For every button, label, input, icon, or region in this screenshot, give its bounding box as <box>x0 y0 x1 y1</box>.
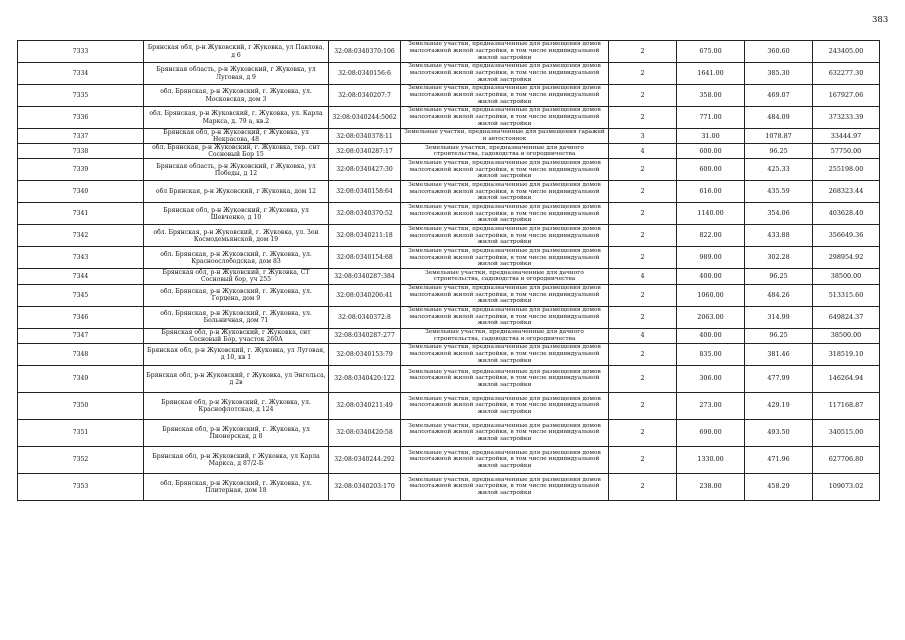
area-cell: 690.00 <box>677 419 745 446</box>
cadastral-number-cell: 32:08:0340427:30 <box>329 159 401 181</box>
address-cell: обл Брянская, р-н Жуковский, г Жуковка, дом 12 <box>144 181 329 203</box>
row-number-cell: 7351 <box>18 419 144 446</box>
cadastral-value-cell: 298954.92 <box>813 247 880 269</box>
area-cell: 989.00 <box>677 247 745 269</box>
row-number-cell: 7334 <box>18 63 144 85</box>
table-row <box>18 41 880 63</box>
address-cell: обл. Брянская, р-н Жуковский, г. Жуковка, ул. Московская, дом 3 <box>144 85 329 107</box>
group-cell: 2 <box>609 85 677 107</box>
cadastral-value-cell: 146264.94 <box>813 365 880 392</box>
table-row <box>18 159 880 181</box>
specific-value-cell: 96.25 <box>745 269 813 284</box>
row-number-cell: 7338 <box>18 144 144 159</box>
cadastral-value-cell: 373233.39 <box>813 107 880 129</box>
specific-value-cell: 471.96 <box>745 446 813 473</box>
table-row <box>18 365 880 392</box>
land-use-cell: Земельные участки, предназначенные для размещения домов малоэтажной жилой застройки, в том числе индивидуальной жилой застройки <box>401 343 609 365</box>
specific-value-cell: 354.06 <box>745 203 813 225</box>
group-cell: 2 <box>609 365 677 392</box>
address-cell: обл. Брянская, р-н Жуковский, г. Жуковка, ул. Больничная, дом 71 <box>144 306 329 328</box>
land-use-cell: Земельные участки, предназначенные для размещения домов малоэтажной жилой застройки, в том числе индивидуальной жилой застройки <box>401 306 609 328</box>
page-number: 383 <box>872 15 889 25</box>
group-cell: 4 <box>609 144 677 159</box>
land-use-cell: Земельные участки, предназначенные для размещения домов малоэтажной жилой застройки, в том числе индивидуальной жилой застройки <box>401 159 609 181</box>
specific-value-cell: 381.46 <box>745 343 813 365</box>
group-cell: 2 <box>609 284 677 306</box>
group-cell: 2 <box>609 159 677 181</box>
group-cell: 2 <box>609 419 677 446</box>
cadastral-number-cell: 32:08:0340153:79 <box>329 343 401 365</box>
land-use-cell: Земельные участки, предназначенные для размещения домов малоэтажной жилой застройки, в том числе индивидуальной жилой застройки <box>401 392 609 419</box>
land-use-cell: Земельные участки, предназначенные для размещения домов малоэтажной жилой застройки, в том числе индивидуальной жилой застройки <box>401 41 609 63</box>
specific-value-cell: 96.25 <box>745 144 813 159</box>
area-cell: 400.00 <box>677 269 745 284</box>
specific-value-cell: 433.88 <box>745 225 813 247</box>
land-use-cell: Земельные участки, предназначенные для дачного строительства, садоводства и огородничества <box>401 144 609 159</box>
area-cell: 771.00 <box>677 107 745 129</box>
land-use-cell: Земельные участки, предназначенные для дачного строительства, садоводства и огородничества <box>401 328 609 343</box>
cadastral-number-cell: 32:08:0340211:49 <box>329 392 401 419</box>
area-cell: 600.00 <box>677 144 745 159</box>
area-cell: 273.00 <box>677 392 745 419</box>
land-use-cell: Земельные участки, предназначенные для размещения домов малоэтажной жилой застройки, в том числе индивидуальной жилой застройки <box>401 85 609 107</box>
land-use-cell: Земельные участки, предназначенные для размещения домов малоэтажной жилой застройки, в том числе индивидуальной жилой застройки <box>401 365 609 392</box>
area-cell: 1140.00 <box>677 203 745 225</box>
address-cell: Брянская обл, р-н Жуковский, г Жуковка, снт Сосновый Бор, участок 260А <box>144 328 329 343</box>
group-cell: 2 <box>609 225 677 247</box>
land-use-cell: Земельные участки, предназначенные для размещения домов малоэтажной жилой застройки, в том числе индивидуальной жилой застройки <box>401 284 609 306</box>
specific-value-cell: 96.25 <box>745 328 813 343</box>
row-number-cell: 7348 <box>18 343 144 365</box>
address-cell: Брянская обл, р-н Жуковский, г Жуковка, ул Некрасова, 48 <box>144 129 329 144</box>
row-number-cell: 7344 <box>18 269 144 284</box>
cadastral-value-cell: 243405.00 <box>813 41 880 63</box>
land-use-cell: Земельные участки, предназначенные для размещения домов малоэтажной жилой застройки, в том числе индивидуальной жилой застройки <box>401 107 609 129</box>
specific-value-cell: 484.09 <box>745 107 813 129</box>
area-cell: 600.00 <box>677 159 745 181</box>
cadastral-number-cell: 32:08:0340420:58 <box>329 419 401 446</box>
cadastral-value-cell: 632277.30 <box>813 63 880 85</box>
cadastral-number-cell: 32:08:0340244:292 <box>329 446 401 473</box>
cadastral-value-cell: 38500.00 <box>813 269 880 284</box>
table-row <box>18 247 880 269</box>
table-row <box>18 63 880 85</box>
land-use-cell: Земельные участки, предназначенные для размещения домов малоэтажной жилой застройки, в том числе индивидуальной жилой застройки <box>401 181 609 203</box>
specific-value-cell: 302.28 <box>745 247 813 269</box>
area-cell: 31.00 <box>677 129 745 144</box>
specific-value-cell: 425.33 <box>745 159 813 181</box>
cadastral-number-cell: 32:08:0340211:18 <box>329 225 401 247</box>
land-use-cell: Земельные участки, предназначенные для размещения гаражей и автостоянок <box>401 129 609 144</box>
cadastral-number-cell: 32:08:0340287:384 <box>329 269 401 284</box>
area-cell: 238.00 <box>677 473 745 500</box>
address-cell: обл. Брянская, р-н Жуковский, г. Жуковка, тер. снт Сосновый Бор 15 <box>144 144 329 159</box>
cadastral-value-cell: 403628.40 <box>813 203 880 225</box>
cadastral-number-cell: 32:08:0340287:277 <box>329 328 401 343</box>
cadastral-value-cell: 318519.10 <box>813 343 880 365</box>
cadastral-value-cell: 356649.36 <box>813 225 880 247</box>
cadastral-value-cell: 255198.00 <box>813 159 880 181</box>
cadastral-number-cell: 32:08:0340158:64 <box>329 181 401 203</box>
cadastral-number-cell: 32:08:0340244:5062 <box>329 107 401 129</box>
cadastral-value-cell: 513315.60 <box>813 284 880 306</box>
address-cell: обл. Брянская, р-н Жуковский, г. Жуковка, ул. Красноослободская, дом 83 <box>144 247 329 269</box>
specific-value-cell: 1078.87 <box>745 129 813 144</box>
address-cell: Брянская обл, р-н Жуковский, г. Жуковка, ул Луговая, д 10, кв 1 <box>144 343 329 365</box>
row-number-cell: 7347 <box>18 328 144 343</box>
table-row <box>18 343 880 365</box>
specific-value-cell: 360.60 <box>745 41 813 63</box>
cadastral-number-cell: 32:08:0340206:41 <box>329 284 401 306</box>
table-row <box>18 446 880 473</box>
table-row <box>18 269 880 284</box>
table-row <box>18 225 880 247</box>
table-row <box>18 129 880 144</box>
area-cell: 835.00 <box>677 343 745 365</box>
cadastral-value-cell: 38500.00 <box>813 328 880 343</box>
row-number-cell: 7350 <box>18 392 144 419</box>
row-number-cell: 7345 <box>18 284 144 306</box>
row-number-cell: 7340 <box>18 181 144 203</box>
table-row <box>18 284 880 306</box>
area-cell: 2063.00 <box>677 306 745 328</box>
cadastral-value-table <box>17 40 880 501</box>
land-use-cell: Земельные участки, предназначенные для размещения домов малоэтажной жилой застройки, в том числе индивидуальной жилой застройки <box>401 203 609 225</box>
table-row <box>18 392 880 419</box>
group-cell: 3 <box>609 129 677 144</box>
group-cell: 2 <box>609 446 677 473</box>
land-use-cell: Земельные участки, предназначенные для дачного строительства, садоводства и огородничества <box>401 269 609 284</box>
address-cell: Брянская обл, р-н Жуковский, г. Жуковка, ул. Краснофлотская, д 124 <box>144 392 329 419</box>
row-number-cell: 7341 <box>18 203 144 225</box>
group-cell: 2 <box>609 107 677 129</box>
address-cell: Брянская обл, р-н Жуковский, г Жуковка, ул Павлова, д 6 <box>144 41 329 63</box>
specific-value-cell: 484.26 <box>745 284 813 306</box>
cadastral-number-cell: 32:08:0340370:52 <box>329 203 401 225</box>
row-number-cell: 7353 <box>18 473 144 500</box>
cadastral-number-cell: 32:08:0340372:8 <box>329 306 401 328</box>
group-cell: 4 <box>609 328 677 343</box>
land-use-cell: Земельные участки, предназначенные для размещения домов малоэтажной жилой застройки, в том числе индивидуальной жилой застройки <box>401 63 609 85</box>
table-body <box>18 41 880 501</box>
cadastral-value-cell: 649824.37 <box>813 306 880 328</box>
cadastral-number-cell: 32:08:0340154:68 <box>329 247 401 269</box>
cadastral-value-cell: 117168.87 <box>813 392 880 419</box>
cadastral-value-cell: 627706.80 <box>813 446 880 473</box>
row-number-cell: 7346 <box>18 306 144 328</box>
address-cell: обл. Брянская, р-н Жуковский, г. Жуковка, ул. Зои Космодемьянской, дом 19 <box>144 225 329 247</box>
table-row <box>18 203 880 225</box>
cadastral-number-cell: 32:08:0340420:122 <box>329 365 401 392</box>
specific-value-cell: 493.50 <box>745 419 813 446</box>
cadastral-value-cell: 268323.44 <box>813 181 880 203</box>
address-cell: Брянская обл, р-н Жуковский, г Жуковка, ул Энгельса, д 2в <box>144 365 329 392</box>
area-cell: 822.00 <box>677 225 745 247</box>
group-cell: 2 <box>609 343 677 365</box>
row-number-cell: 7333 <box>18 41 144 63</box>
row-number-cell: 7343 <box>18 247 144 269</box>
row-number-cell: 7349 <box>18 365 144 392</box>
group-cell: 2 <box>609 63 677 85</box>
address-cell: Брянская обл, р-н Жуковский, г Жуковка, СТ Сосновый бор, уч 255 <box>144 269 329 284</box>
row-number-cell: 7336 <box>18 107 144 129</box>
group-cell: 2 <box>609 306 677 328</box>
row-number-cell: 7342 <box>18 225 144 247</box>
specific-value-cell: 477.99 <box>745 365 813 392</box>
group-cell: 2 <box>609 392 677 419</box>
address-cell: Брянская область, р-н Жуковский, г Жуковка, ул Победы, д 12 <box>144 159 329 181</box>
group-cell: 2 <box>609 181 677 203</box>
group-cell: 2 <box>609 203 677 225</box>
address-cell: Брянская обл, р-н Жуковский, г. Жуковка, ул Пионерская, д 8 <box>144 419 329 446</box>
area-cell: 675.00 <box>677 41 745 63</box>
area-cell: 1060.00 <box>677 284 745 306</box>
row-number-cell: 7352 <box>18 446 144 473</box>
cadastral-value-cell: 340515.00 <box>813 419 880 446</box>
cadastral-value-cell: 57750.00 <box>813 144 880 159</box>
address-cell: Брянская обл, р-н Жуковский, г Жуковка, ул Карла Маркса, д 87/2-Б <box>144 446 329 473</box>
specific-value-cell: 429.19 <box>745 392 813 419</box>
land-use-cell: Земельные участки, предназначенные для размещения домов малоэтажной жилой застройки, в том числе индивидуальной жилой застройки <box>401 446 609 473</box>
table-row <box>18 306 880 328</box>
table-row <box>18 181 880 203</box>
table-row <box>18 328 880 343</box>
land-use-cell: Земельные участки, предназначенные для размещения домов малоэтажной жилой застройки, в том числе индивидуальной жилой застройки <box>401 247 609 269</box>
cadastral-value-cell: 33444.97 <box>813 129 880 144</box>
area-cell: 400.00 <box>677 328 745 343</box>
row-number-cell: 7335 <box>18 85 144 107</box>
address-cell: обл. Брянская, р-н Жуковский, г. Жуковка, ул. Герцена, дом 9 <box>144 284 329 306</box>
table-row <box>18 473 880 500</box>
area-cell: 358.00 <box>677 85 745 107</box>
table-row <box>18 419 880 446</box>
specific-value-cell: 385.30 <box>745 63 813 85</box>
table-row <box>18 107 880 129</box>
row-number-cell: 7337 <box>18 129 144 144</box>
cadastral-number-cell: 32:08:0340156:6 <box>329 63 401 85</box>
group-cell: 4 <box>609 269 677 284</box>
land-use-cell: Земельные участки, предназначенные для размещения домов малоэтажной жилой застройки, в том числе индивидуальной жилой застройки <box>401 225 609 247</box>
group-cell: 2 <box>609 247 677 269</box>
specific-value-cell: 314.99 <box>745 306 813 328</box>
address-cell: Брянская область, р-н Жуковский, г Жуковка, ул Луговая, д 9 <box>144 63 329 85</box>
row-number-cell: 7339 <box>18 159 144 181</box>
cadastral-value-cell: 167927.06 <box>813 85 880 107</box>
group-cell: 2 <box>609 41 677 63</box>
specific-value-cell: 469.07 <box>745 85 813 107</box>
area-cell: 616.00 <box>677 181 745 203</box>
address-cell: обл. Брянская, р-н Жуковский, г. Жуковка, ул. Плитерная, дом 18 <box>144 473 329 500</box>
area-cell: 1330.00 <box>677 446 745 473</box>
cadastral-number-cell: 32:08:0340378:11 <box>329 129 401 144</box>
specific-value-cell: 435.59 <box>745 181 813 203</box>
cadastral-number-cell: 32:08:0340370:106 <box>329 41 401 63</box>
table-row <box>18 144 880 159</box>
address-cell: обл. Брянская, р-н Жуковский, г. Жуковка, ул. Карла Маркса, д. 79 а, кв.2 <box>144 107 329 129</box>
land-use-cell: Земельные участки, предназначенные для размещения домов малоэтажной жилой застройки, в том числе индивидуальной жилой застройки <box>401 473 609 500</box>
cadastral-number-cell: 32:08:0340203:170 <box>329 473 401 500</box>
cadastral-number-cell: 32:08:0340207:7 <box>329 85 401 107</box>
area-cell: 306.00 <box>677 365 745 392</box>
land-use-cell: Земельные участки, предназначенные для размещения домов малоэтажной жилой застройки, в том числе индивидуальной жилой застройки <box>401 419 609 446</box>
table-row <box>18 85 880 107</box>
address-cell: Брянская обл, р-н Жуковский, г Жуковка, ул Шевченко, д 10 <box>144 203 329 225</box>
cadastral-value-cell: 109073.02 <box>813 473 880 500</box>
specific-value-cell: 458.29 <box>745 473 813 500</box>
area-cell: 1641.00 <box>677 63 745 85</box>
cadastral-number-cell: 32:08:0340287:17 <box>329 144 401 159</box>
group-cell: 2 <box>609 473 677 500</box>
